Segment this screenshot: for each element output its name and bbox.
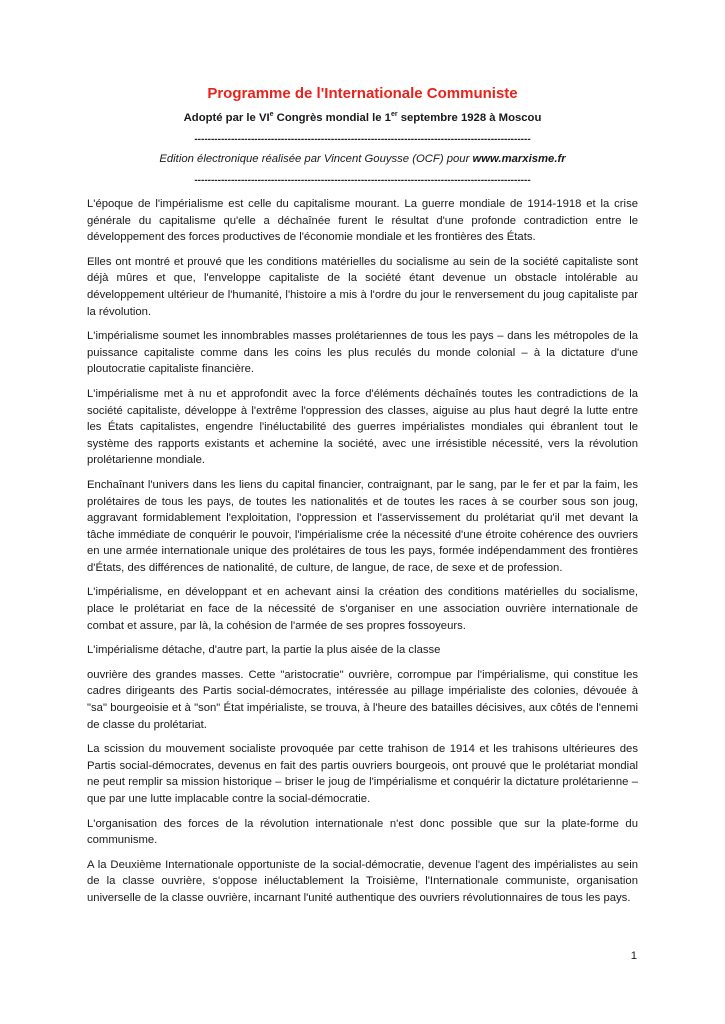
paragraph-8: ouvrière des grandes masses. Cette "aristocratie" ouvrière, corrompue par l'impérialisme, qui constitue les cadres dirigeants des Partis social-démocrates, intéressée au pillage impérialiste des colonies, dévouée à "sa" bourgeoisie et à "son" État impérialiste, se trouva, à l'heure des batailles décisives, aux côtés de l'ennemi de classe du prolétariat. [87,668,638,731]
subtitle-sup2: er [390,111,398,119]
subtitle-part3: septembre 1928 à Moscou [397,112,542,124]
paragraph-5: Enchaînant l'univers dans les liens du capital financier, contraignant, par le sang, par le fer et par la faim, les prolétaires de tous les pays, de toutes les nationalités et de toutes les races à se courber sous son joug, aggravant formidablement l'exploitation, l'oppression et l'asservissement du prolétariat qu'il met devant la tâche immédiate de conquérir le pouvoir, l'impérialisme crée la nécessité d'une étroite cohérence des ouvriers en une armée internationale unique des prolétaires de tous les pays, formée indépendamment des frontières d'États, des différences de nationalité, de culture, de langue, de race, de sexe et de profession. [87,478,638,574]
subtitle-part2: Congrès mondial le 1 [273,112,391,124]
paragraph-2: Elles ont montré et prouvé que les conditions matérielles du socialisme au sein de la société capitaliste sont déjà mûres et que, l'enveloppe capitaliste de la société étant devenue un obstacle intolérable au développement ultérieur de l'humanité, l'histoire a mis à l'ordre du jour le renversement du joug capitaliste par la révolution. [87,255,638,318]
paragraph-1: L'époque de l'impérialisme est celle du capitalisme mourant. La guerre mondiale de 1914-1918 et la crise générale du capitalisme qu'elle a déchaînée furent le résultat d'une profonde contradiction entre le développement des forces productives de l'économie mondiale et les frontières des États. [87,198,638,244]
edition-site-link[interactable]: www.marxisme.fr [472,153,566,165]
subtitle-sup1: e [269,111,274,119]
paragraph-4: L'impérialisme met à nu et approfondit avec la force d'éléments déchaînés toutes les contradictions de la société capitaliste, développe à l'extrême l'oppression des classes, aiguise au plus haut degré la lutte entre les États capitalistes, engendre l'inéluctabilité des guerres impérialistes mondiales qui ébranlent tout le système des rapports existants et achemine la société, avec une irrésistible nécessité, vers la révolution prolétarienne mondiale. [87,387,638,467]
paragraph-9: La scission du mouvement socialiste provoquée par cette trahison de 1914 et les trahisons ultérieures des Partis social-démocrates, devenus en fait des partis ouvriers bourgeois, ont prouvé que le prolétariat mondial ne peut remplir sa mission historique – briser le joug de l'impérialisme et conquérir la dictature prolétarienne – que par une lutte implacable contre la social-démocratie. [87,743,638,805]
subtitle [87,112,638,124]
subtitle-part1: Adopté par le VI [183,112,270,124]
separator-rule-bottom: ----------------------------------------------------------------------------------------------------- [194,175,531,186]
paragraph-11: A la Deuxième Internationale opportuniste de la social-démocratie, devenue l'agent des impérialistes au sein de la classe ouvrière, s'oppose inéluctablement la Troisième, l'Internationale communiste, organisation universelle de la classe ouvrière, incarnant l'unité authentique des ouvriers révolutionnaires de tous les pays. [87,858,638,904]
paragraph-3: L'impérialisme soumet les innombrables masses prolétariennes de tous les pays – dans les métropoles de la puissance capitaliste comme dans les coins les plus reculés du monde colonial – à la dictature d'une ploutocratie capitaliste financière. [87,330,638,376]
paragraph-7: L'impérialisme détache, d'autre part, la partie la plus aisée de la classe [87,644,441,657]
separator-rule-top: ----------------------------------------------------------------------------------------------------- [194,134,531,145]
page-title: Programme de l'Internationale Communiste [207,85,518,102]
page-number: 1 [630,950,637,962]
paragraph-6: L'impérialisme, en développant et en achevant ainsi la création des conditions matérielles du socialisme, place le prolétariat en face de la nécessité de s'organiser en une association ouvrière internationale de combat et assure, par là, la cohésion de l'armée de ses propres fossoyeurs. [87,586,638,632]
paragraph-10: L'organisation des forces de la révolution internationale n'est donc possible que sur la plate-forme du communisme. [87,817,638,847]
edition-note [87,153,638,165]
edition-text: Edition électronique réalisée par Vincent Gouysse (OCF) pour [159,153,473,165]
